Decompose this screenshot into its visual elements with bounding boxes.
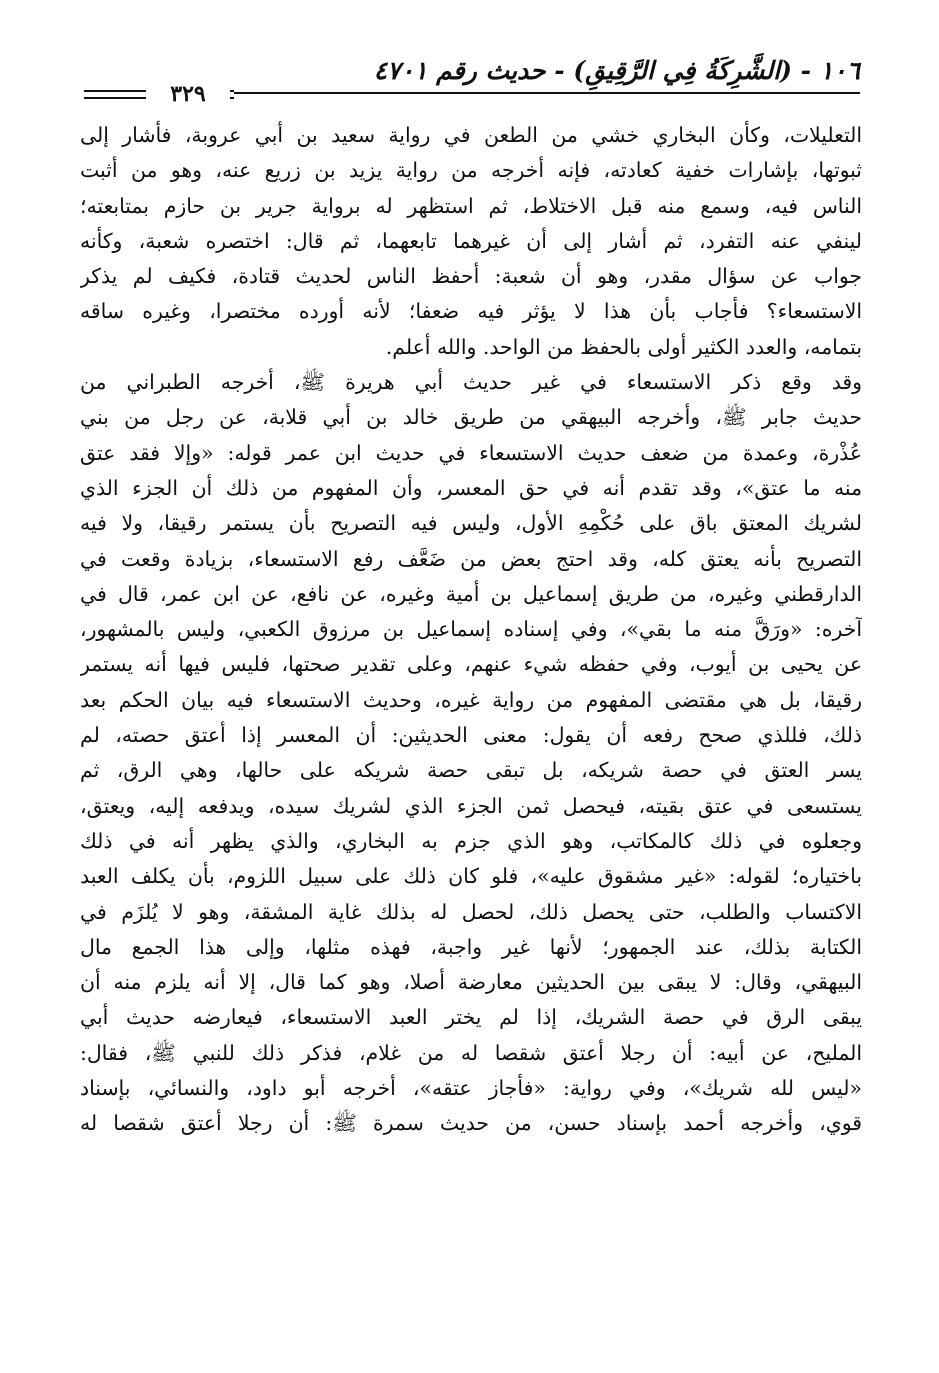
text-line: التعليلات، وكأن البخاري خشي من الطعن في رواية سعيد بن أبي عروبة، فأشار إلى [80,123,862,147]
text-line: الاكتساب والطلب، حتى يحصل ذلك، لحصل له بذلك غاية المشقة، وهو لا يُلزَم في [80,899,862,924]
text-line: يستسعى في عتق بقيته، فيحصل ثمن الجزء الذي لشريك سيده، ويدفعه إليه، ويعتق، [80,793,862,818]
text-line: لشريك المعتق باق على حُكْمِهِ الأول، وليس فيه التصريح بأن يستمر رقيقا، ولا فيه [80,511,862,536]
page-header [84,52,860,107]
page-number-rule-left [84,90,146,99]
text-line: وقد وقع ذكر الاستسعاء في غير حديث أبي هريرة ﷺ، أخرجه الطبراني من [80,370,862,395]
text-line: عن يحيى بن أيوب، وفي حفظه شيء عنهم، وعلى تقدير صحتها، فليس فيها أنه يستمر [80,652,862,677]
text-line: الاستسعاء؟ فأجاب بأن هذا لا يؤثر فيه ضعفا؛ لأنه أورده مختصرا، وغيره ساقه [80,299,862,324]
text-line: الناس فيه، وسمع منه قبل الاختلاط، ثم استظهر له برواية جرير بن حازم بمتابعته؛ [80,193,862,218]
text-line: عُذْرة، وعمدة من ضعف حديث الاستسعاء في حديث ابن عمر قوله: «وإلا فقد عتق [80,440,862,465]
text-line: المليح، عن أبيه: أن رجلا أعتق شقصا له من غلام، فذكر ذلك للنبي ﷺ، فقال: [80,1040,862,1065]
text-line: آخره: «ورَقَّ منه ما بقي»، وفي إسناده إسماعيل بن مرزوق الكعبي، وليس بالمشهور، [80,617,862,642]
text-line: جواب عن سؤال مقدر، وهو أن شعبة: أحفظ الناس لحديث قتادة، فكيف لم يذكر [80,264,862,289]
text-line: حديث جابر ﷺ، وأخرجه البيهقي من طريق خالد بن أبي قلابة، عن رجل من بني [80,405,862,430]
text-line: وجعلوه في ذلك كالمكاتب، وهو الذي جزم به البخاري، والذي يظهر أنه في ذلك [80,828,862,853]
text-line: بتمامه، والعدد الكثير أولى بالحفظ من الواحد. والله أعلم. [385,334,862,359]
body-text [80,118,862,1142]
text-line: قوي، وأخرجه أحمد بإسناد حسن، من حديث سمرة ﷺ: أن رجلا أعتق شقصا له [80,1111,862,1136]
page-number: ٣٢٩ [148,82,228,106]
text-line: ذلك، فللذي صحح رفعه أن يقول: معنى الحديثين: أن المعسر إذا أعتق حصته، لم [80,723,862,748]
text-line: التصريح بأنه يعتق كله، وقد احتج بعض من ضَعَّف رفع الاستسعاء، بزيادة وقعت في [80,546,862,571]
running-title: ١٠٦ - (الشَّرِكَةُ فِي الرَّقِيقِ) - حديث رقم ٤٧٠١ [373,56,860,85]
text-line: يبقى الرق في حصة الشريك، إذا لم يختر العبد الاستسعاء، فيعارضه حديث أبي [80,1005,862,1030]
text-line: رقيقا، بل هي مقتضى المفهوم من رواية غيره، وحديث الاستسعاء فيه بيان الحكم بعد [80,687,862,712]
text-line: باختياره؛ لقوله: «غير مشقوق عليه»، فلو كان ذلك على سبيل اللزوم، بأن يكلف العبد [80,864,862,889]
header-rule [234,92,860,94]
text-line: الكتابة بذلك، عند الجمهور؛ لأنها غير واجبة، فهذه مثلها، وإلى هذا الجمع مال [80,934,862,959]
page-number-rule-right [230,90,234,99]
text-line: ثبوتها، بإشارات خفية كعادته، فإنه أخرجه من رواية يزيد بن زريع عنه، وهو من أثبت [80,158,862,183]
text-line: منه ما عتق»، وقد تقدم أنه في حق المعسر، وأن المفهوم من ذلك أن الجزء الذي [80,475,862,500]
text-line: البيهقي، وقال: لا يبقى بين الحديثين معارضة أصلا، وهو كما قال، إلا أنه يلزم منه أن [80,970,862,995]
text-line: الدارقطني وغيره، من طريق إسماعيل بن أمية وغيره، عن نافع، عن ابن عمر، قال في [80,581,862,606]
text-line: «ليس لله شريك»، وفي رواية: «فأجاز عتقه»، أخرجه أبو داود، والنسائي، بإسناد [80,1076,862,1101]
text-line: لينفي عنه التفرد، ثم أشار إلى أن غيرهما تابعهما، ثم قال: اختصره شعبة، وكأنه [80,228,862,253]
text-line: يسر العتق في حصة شريكه، بل تبقى حصة شريكه على حالها، وهي الرق، ثم [80,758,862,783]
